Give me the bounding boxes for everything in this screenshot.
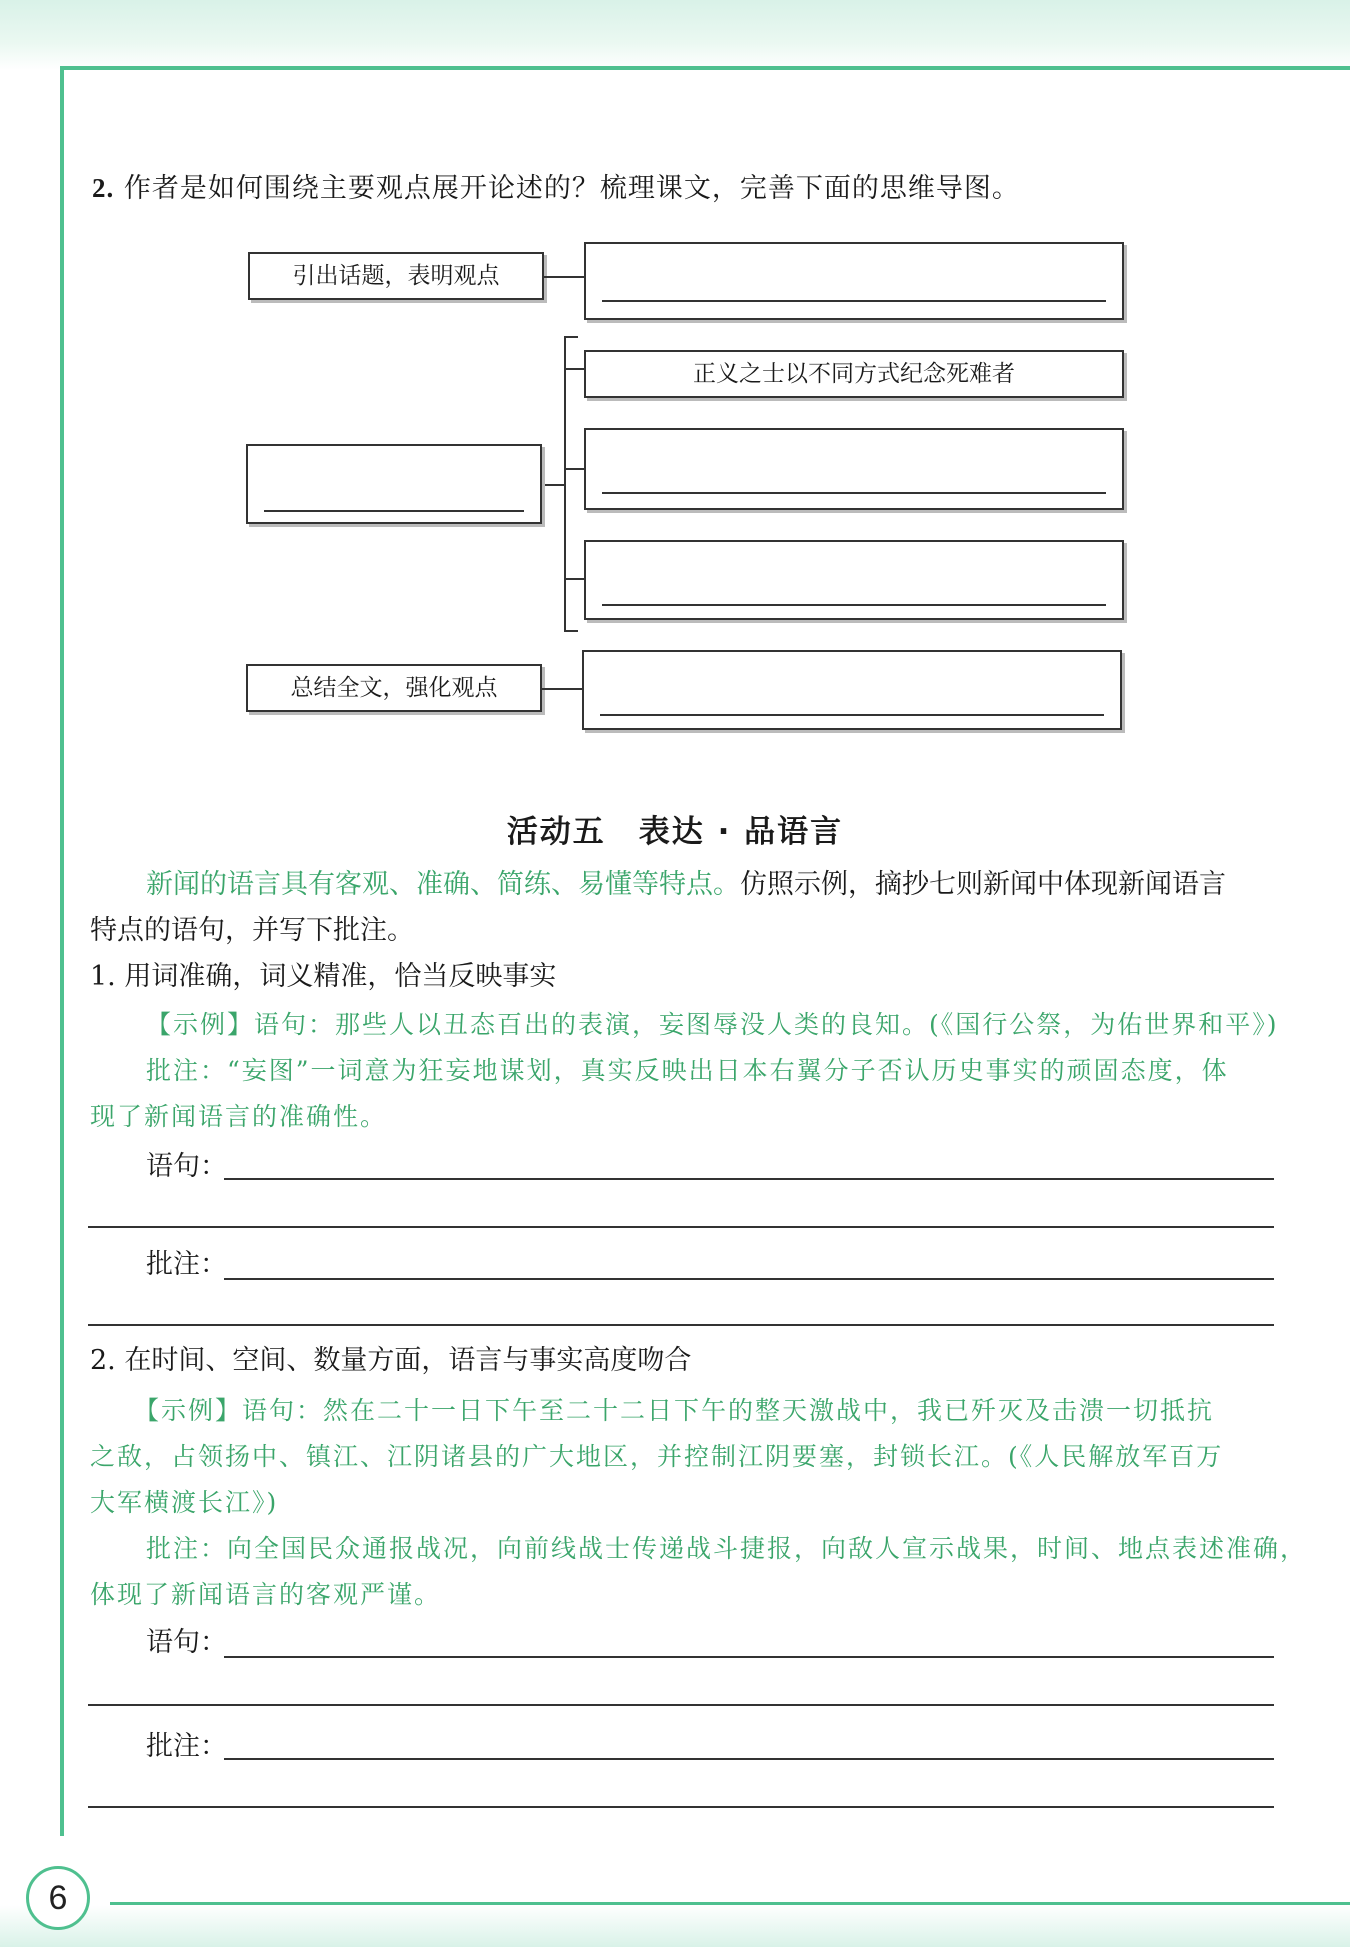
- mindmap-conclusion-label: 总结全文，强化观点: [290, 675, 498, 701]
- frame-bottom-border: [110, 1902, 1350, 1905]
- item-2-sentence-label: 语句：: [146, 1627, 227, 1658]
- mindmap-body-answer-box[interactable]: [246, 444, 542, 524]
- frame-top-border: [60, 66, 1350, 70]
- activity-5-title: 活动五 表达 · 品语言: [506, 814, 844, 850]
- mindmap-answer-box-3[interactable]: [584, 540, 1124, 620]
- item-1-note-line-2[interactable]: [88, 1324, 1274, 1326]
- intro-green-text: 新闻的语言具有客观、准确、简练、易懂等特点。: [146, 869, 740, 900]
- connector-line: [540, 484, 566, 486]
- item-2-sentence-line-2[interactable]: [88, 1704, 1274, 1706]
- item-2-example-sentence-cont: 之敌，占领扬中、镇江、江阴诸县的广大地区，并控制江阴要塞，封锁长江。(《人民解放军百万: [90, 1442, 1224, 1471]
- mindmap-example-label: 正义之士以不同方式纪念死难者: [693, 361, 1015, 387]
- item-1-sentence-line-1[interactable]: [224, 1178, 1274, 1180]
- answer-line: [602, 300, 1106, 302]
- item-1-example-note: 批注：“妄图”一词意为狂妄地谋划，真实反映出日本右翼分子否认历史事实的顽固态度，体: [146, 1056, 1229, 1085]
- answer-line: [602, 492, 1106, 494]
- item-1-note-label: 批注：: [146, 1249, 227, 1280]
- connector-line: [544, 276, 584, 278]
- activity-5-intro: [90, 862, 1280, 954]
- question-text: 作者是如何围绕主要观点展开论述的？梳理课文，完善下面的思维导图。: [123, 173, 1020, 204]
- mindmap-example-box: [584, 350, 1124, 398]
- item-2-example-note-cont: 体现了新闻语言的客观严谨。: [90, 1580, 442, 1609]
- answer-line: [600, 714, 1104, 716]
- question-number: 2.: [92, 173, 115, 203]
- mindmap-intro-box: [248, 252, 544, 300]
- bracket-top-tick: [564, 336, 578, 338]
- item-2-note-line-1[interactable]: [224, 1758, 1274, 1760]
- answer-line: [264, 510, 524, 512]
- answer-line: [602, 604, 1106, 606]
- item-1-note-line-1[interactable]: [224, 1278, 1274, 1280]
- item-2-note-label: 批注：: [146, 1731, 227, 1762]
- intro-black-text: 仿照示例，摘抄七则新闻中体现新闻语言: [740, 869, 1226, 900]
- bottom-green-band: [0, 1905, 1350, 1947]
- item-2-example-note: 批注：向全国民众通报战况，向前线战士传递战斗捷报，向敌人宣示战果，时间、地点表述准确，: [146, 1534, 1308, 1563]
- page-number: 6: [26, 1866, 90, 1930]
- mindmap-answer-box-2[interactable]: [584, 428, 1124, 510]
- item-1-example-note-cont: 现了新闻语言的准确性。: [90, 1102, 388, 1131]
- bracket-bottom-tick: [564, 630, 578, 632]
- connector-line: [542, 688, 582, 690]
- item-1-sentence-line-2[interactable]: [88, 1226, 1274, 1228]
- item-1-sentence-label: 语句：: [146, 1151, 227, 1182]
- question-2-heading: [92, 166, 1020, 205]
- item-2-example-sentence-cont-2: 大军横渡长江》): [90, 1488, 279, 1517]
- item-2-example-sentence: 【示例】语句：然在二十一日下午至二十二日下午的整天激战中，我已歼灭及击溃一切抵抗: [134, 1396, 1215, 1425]
- mindmap-intro-label: 引出话题，表明观点: [292, 263, 500, 289]
- connector-line: [564, 468, 584, 470]
- item-1-title: 1. 用词准确，词义精准，恰当反映事实: [90, 961, 557, 992]
- frame-left-border: [60, 66, 64, 1836]
- item-2-note-line-2[interactable]: [88, 1806, 1274, 1808]
- top-green-band: [0, 0, 1350, 70]
- intro-black-text-2: 特点的语句，并写下批注。: [90, 915, 414, 946]
- mindmap-conclusion-box: [246, 664, 542, 712]
- item-2-sentence-line-1[interactable]: [224, 1656, 1274, 1658]
- item-2-title: 2. 在时间、空间、数量方面，语言与事实高度吻合: [90, 1345, 692, 1376]
- connector-line: [564, 578, 584, 580]
- mindmap-answer-box-4[interactable]: [582, 650, 1122, 730]
- connector-line: [564, 368, 584, 370]
- item-1-example-sentence: 【示例】语句：那些人以丑态百出的表演，妄图辱没人类的良知。(《国行公祭，为佑世界和平》): [146, 1010, 1279, 1039]
- mindmap-answer-box-1[interactable]: [584, 242, 1124, 320]
